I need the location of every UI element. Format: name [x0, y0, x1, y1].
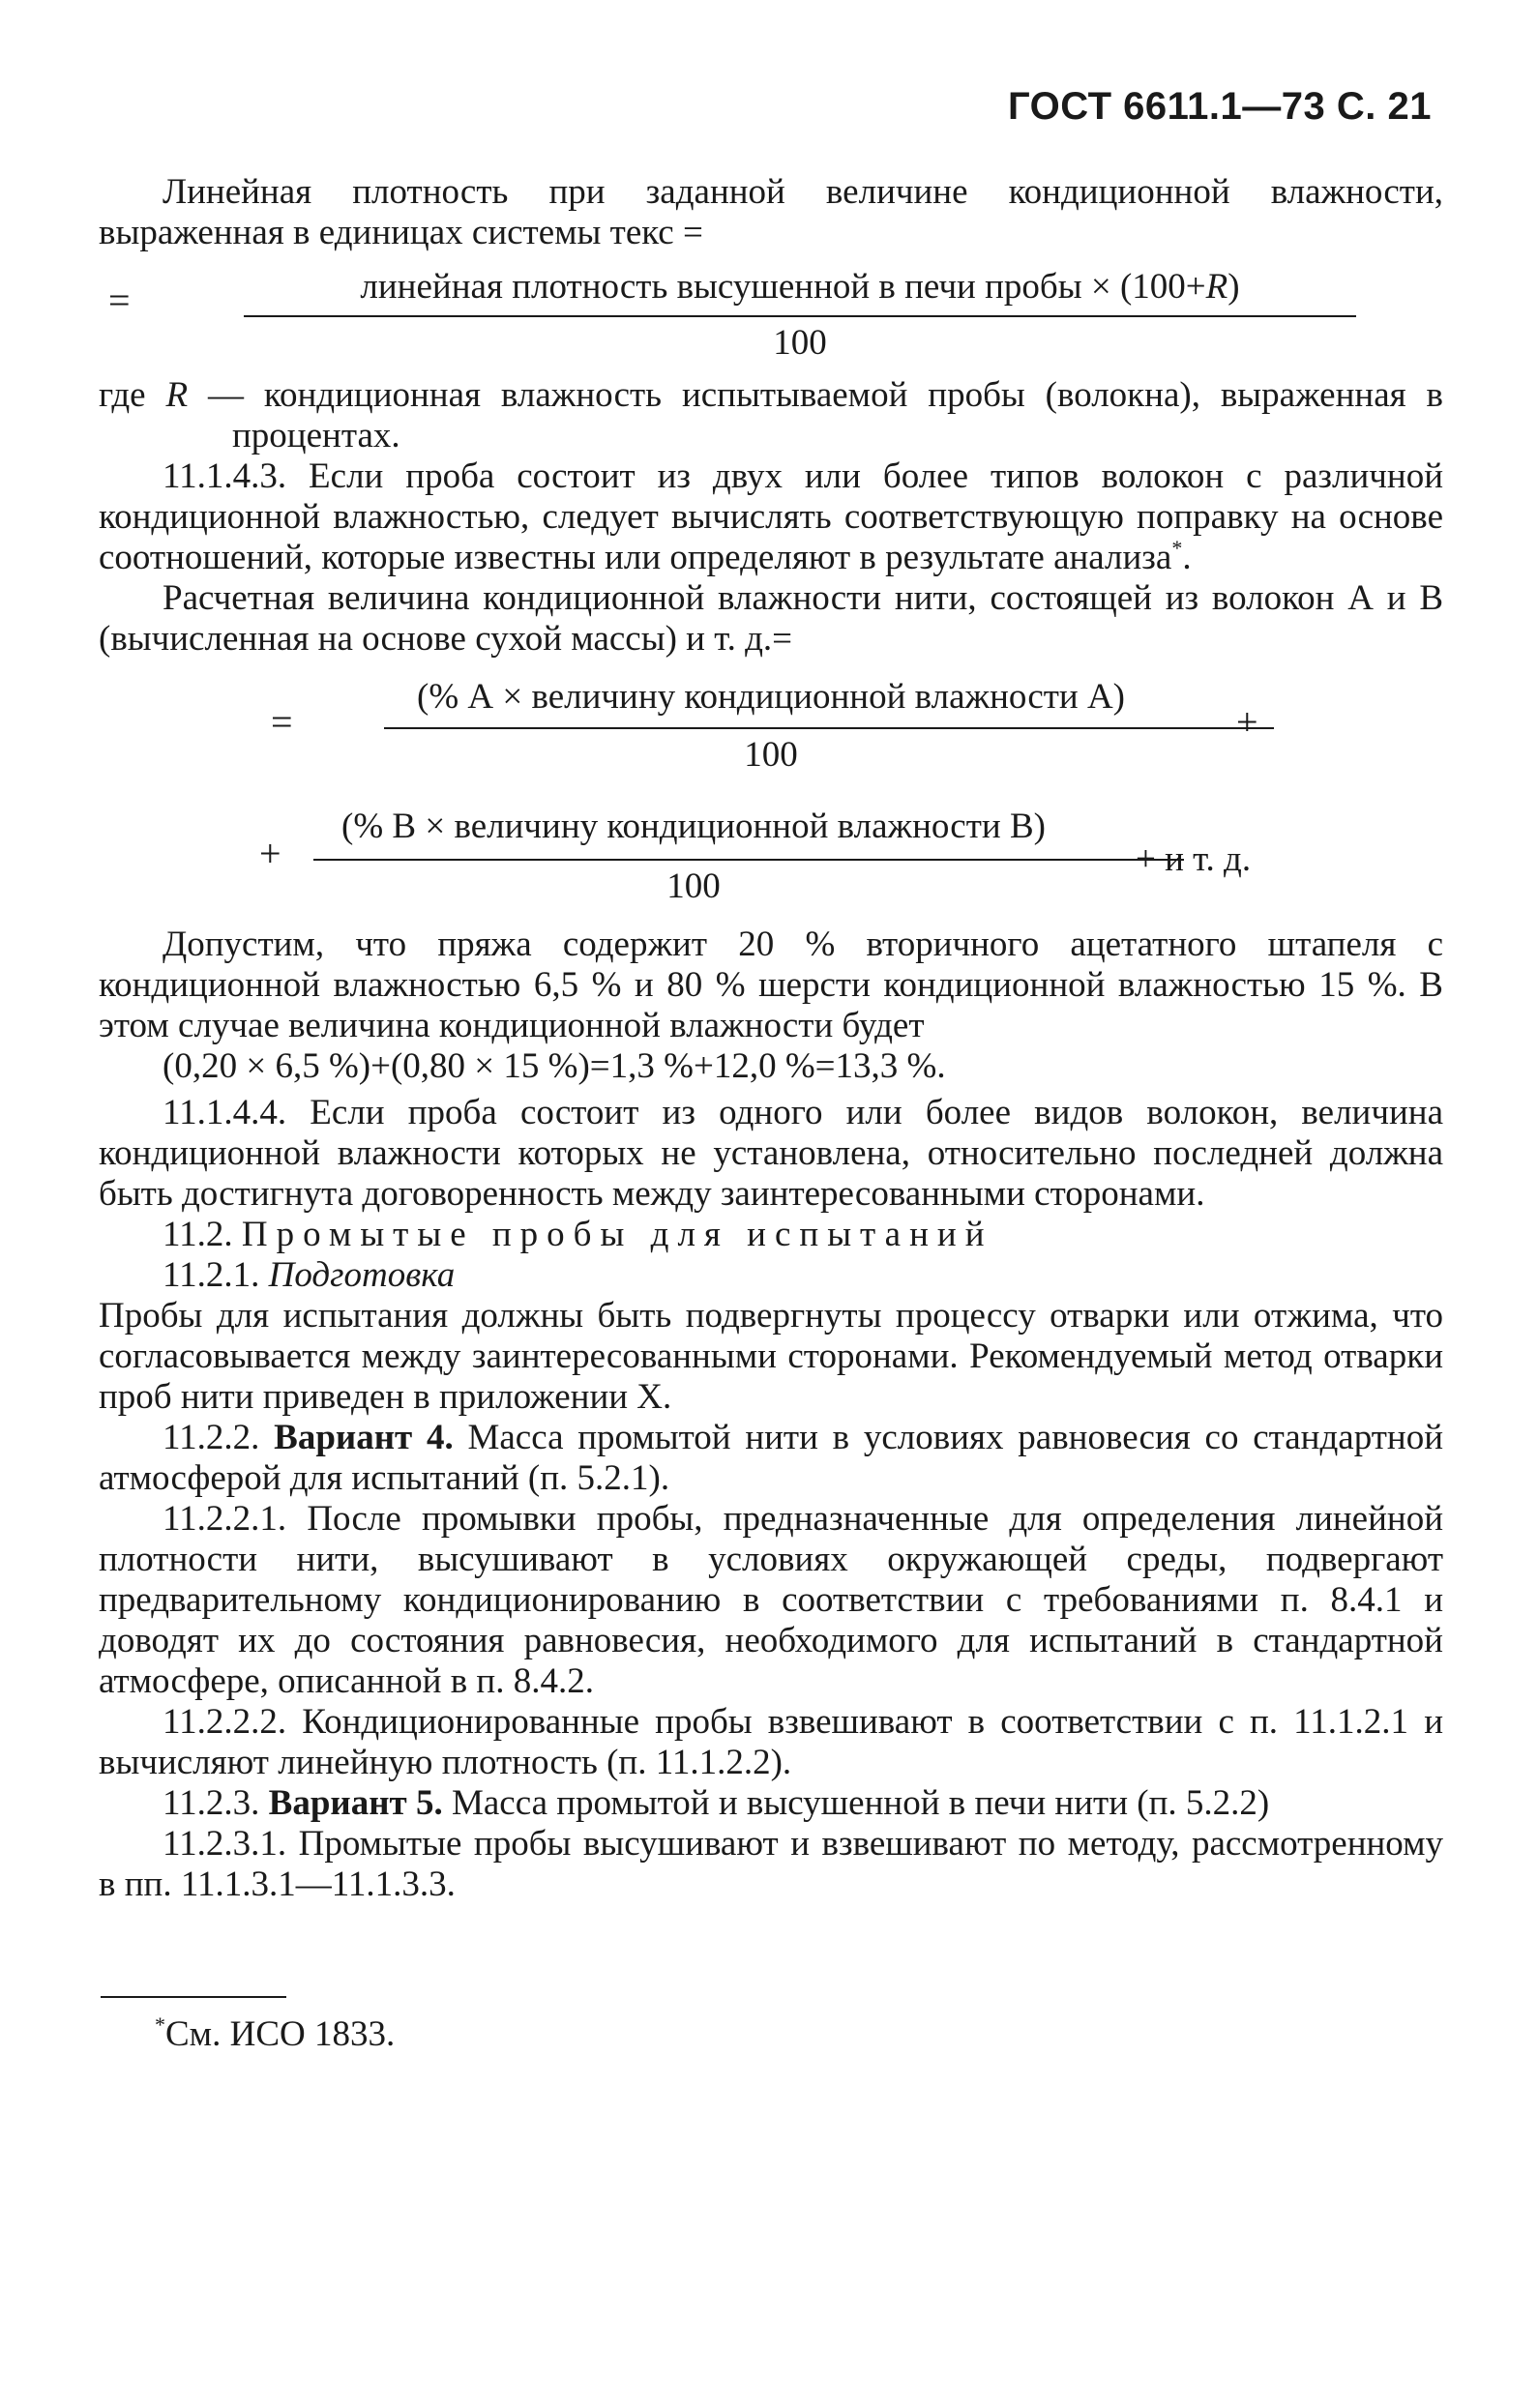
equals-sign: = — [271, 700, 293, 744]
formula-numerator: линейная плотность высушенной в печи пробы × (100+R) — [360, 267, 1240, 307]
denominator-b: 100 — [666, 866, 721, 906]
clause-11-2-2: 11.2.2. Вариант 4. Масса промытой нити в условиях равновесия со стандартной атмосферой для испытаний (п. 5.2.1). — [99, 1418, 1443, 1498]
clause-11-1-4-4: 11.1.4.4. Если проба состоит из одного или более видов волокон, величина кондиционной влажности которых не установлена, относительно последней должна быть достигнута договоренность между заинтересованными сторонами. — [99, 1093, 1443, 1214]
example-text: Допустим, что пряжа содержит 20 % вторичного ацетатного штапеля с кондиционной влажностью 6,5 % и 80 % шерсти кондиционной влажностью 15 %. В этом случае величина кондиционной влажности будет — [99, 925, 1443, 1045]
footnote-marker: * — [1171, 536, 1183, 560]
clause-11-2-3-1: 11.2.3.1. Промытые пробы высушивают и взвешивают по методу, рассмотренному в пп. 11.1.3.1—11.1.3.3. — [99, 1824, 1443, 1904]
formula-denominator: 100 — [773, 323, 827, 363]
clause-11-1-4-3: 11.1.4.3. Если проба состоит из двух или более типов волокон с различной кондиционной влажностью, следует вычислять соответствующую поправку на основе соотношений, которые известны или определяют в результате анализа*. — [99, 456, 1443, 577]
clause-11-2-1-heading: 11.2.1. Подготовка — [163, 1255, 456, 1295]
page-body — [99, 172, 1443, 1905]
numerator-b: (% В × величину кондиционной влажности В) — [341, 807, 1046, 846]
formula-tail: + и т. д. — [1136, 839, 1252, 879]
plus-sign: + — [259, 832, 281, 875]
formula-fiber-a — [99, 673, 1443, 793]
example-calculation: (0,20 × 6,5 %)+(0,80 × 15 %)=1,3 %+12,0 %=13,3 %. — [163, 1046, 946, 1086]
fraction-bar-b — [313, 859, 1184, 861]
linear-density-intro: Линейная плотность при заданной величине кондиционной влажности, выраженная в единицах системы текс = — [99, 172, 1443, 252]
formula-linear-density — [99, 261, 1443, 369]
footnote-mark: * — [155, 2012, 165, 2037]
moisture-calc-intro: Расчетная величина кондиционной влажности нити, состоящей из волокон А и В (вычисленная на основе сухой массы) и т. д.= — [99, 578, 1443, 659]
footnote: *См. ИСО 1833. — [155, 2012, 396, 2054]
footnote-divider — [101, 1996, 286, 1998]
fraction-bar — [244, 315, 1356, 317]
preparation-text: Пробы для испытания должны быть подвергнуты процессу отварки или отжима, что согласовывается между заинтересованными сторонами. Рекомендуемый метод отварки проб нити приведен в приложении X. — [99, 1296, 1443, 1417]
numerator-a: (% А × величину кондиционной влажности А) — [417, 677, 1125, 717]
denominator-a: 100 — [744, 735, 798, 775]
clause-11-2-2-2: 11.2.2.2. Кондиционированные пробы взвешивают в соответствии с п. 11.1.2.1 и вычисляют линейную плотность (п. 11.1.2.2). — [99, 1702, 1443, 1782]
fraction-bar-a — [384, 727, 1274, 729]
formula-fiber-b — [99, 799, 1443, 919]
plus-sign: + — [1236, 700, 1258, 744]
where-r-definition: где R — кондиционная влажность испытываемой пробы (волокна), выраженная в процентах. — [99, 375, 1443, 455]
page-header: ГОСТ 6611.1—73 С. 21 — [1007, 85, 1432, 128]
clause-11-2-3: 11.2.3. Вариант 5. Масса промытой и высушенной в печи нити (п. 5.2.2) — [163, 1783, 1270, 1823]
variable-r: R — [1205, 267, 1228, 307]
clause-11-2-2-1: 11.2.2.1. После промывки пробы, предназначенные для определения линейной плотности нити, высушивают в условиях окружающей среды, подвергают предварительному кондиционированию в соответствии с требованиями п. 8.4.1 и доводят их до состояния равновесия, необходимого для испытаний в стандартной атмосфере, описанной в п. 8.4.2. — [99, 1499, 1443, 1701]
equals-sign: = — [108, 279, 131, 322]
section-11-2-heading: 11.2. Промытые пробы для испытаний — [163, 1215, 993, 1254]
